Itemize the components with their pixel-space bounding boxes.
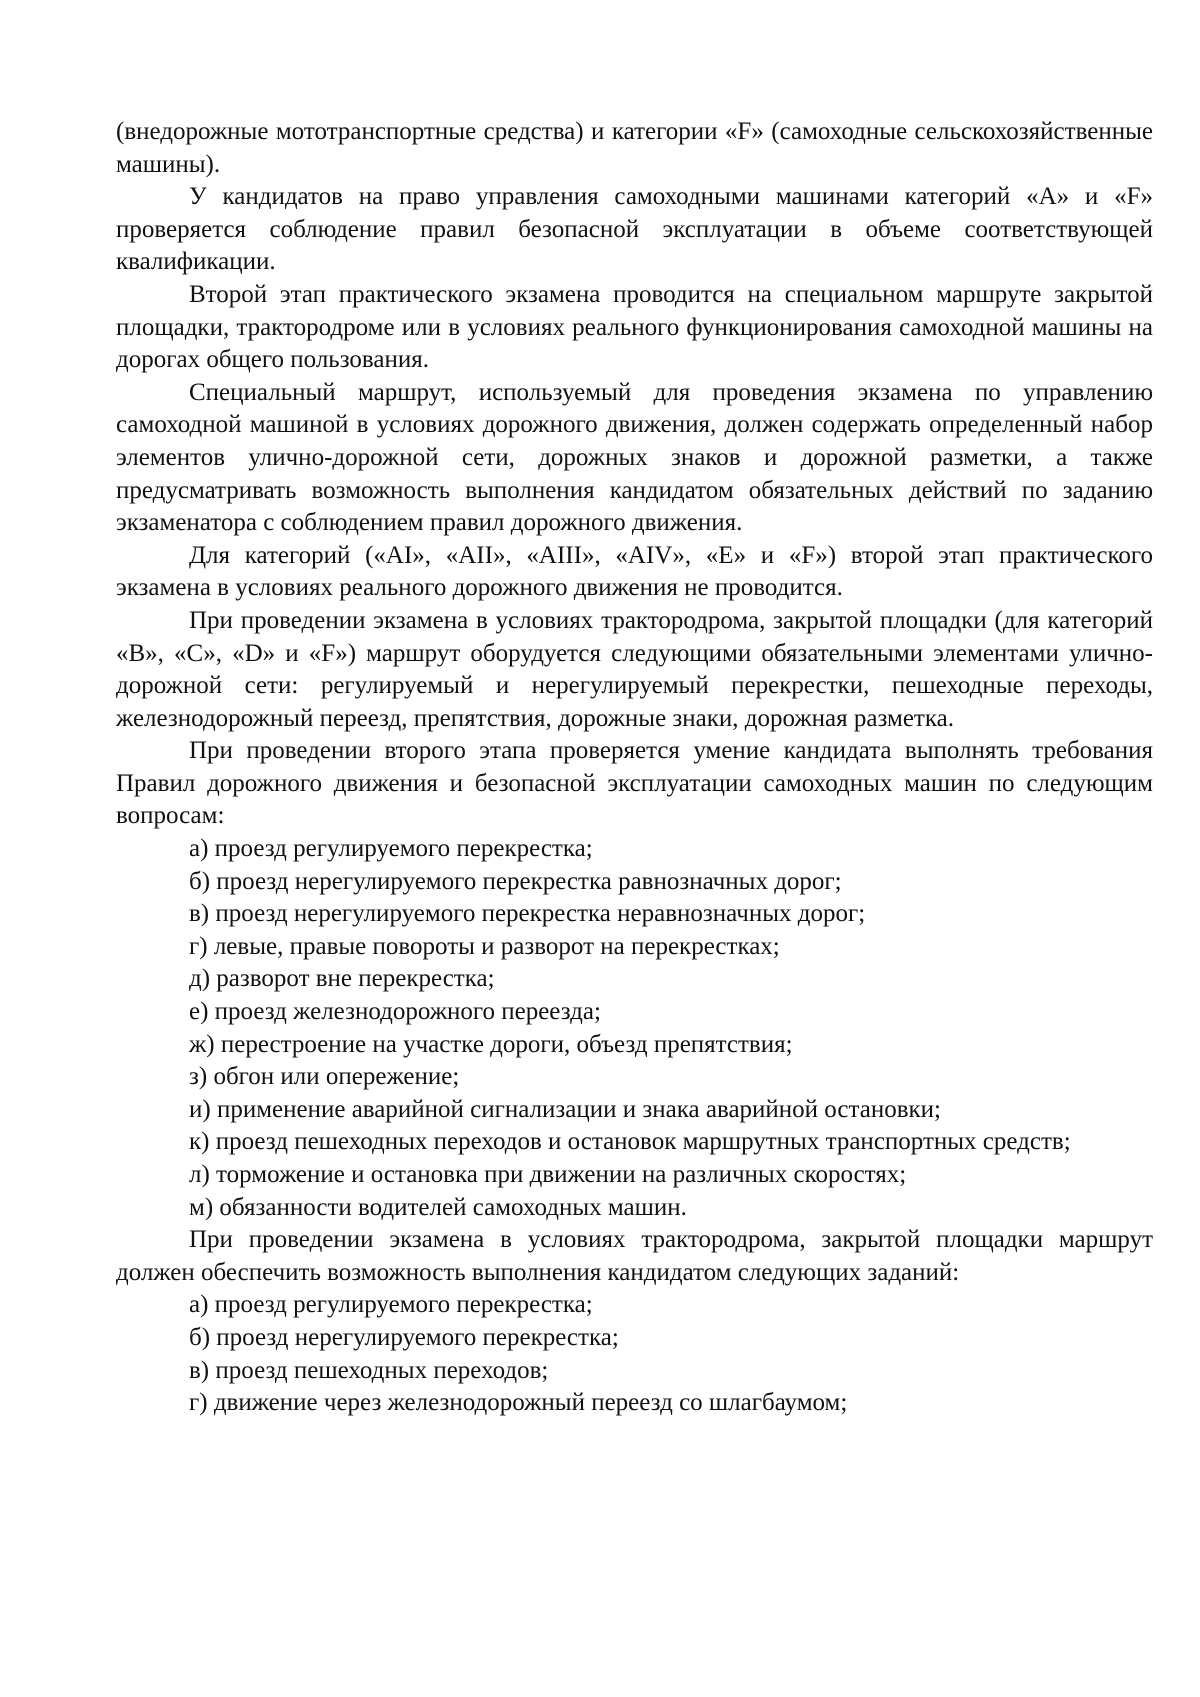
list-item: е) проезд железнодорожного переезда; [189,998,601,1026]
paragraph: У кандидатов на право управления самоходными машинами категорий «A» и «F» проверяется соблюдение правил безопасной эксплуатации в объеме соответствующей квалификации. [116,183,1153,276]
list-item: к) проезд пешеходных переходов и остановок маршрутных транспортных средств; [189,1128,1071,1156]
paragraph: При проведении экзамена в условиях трактородрома, закрытой площадки (для категорий «B», «C», «D» и «F») маршрут оборудуется следующими обязательными элементами улично-дорожной сети: регулируемый и нерегулируемый перекрестки, пешеходные переходы, железнодорожный переезд, препятствия, дорожные знаки, дорожная разметка. [116,606,1153,732]
task-list [116,1289,1153,1419]
list-item: а) проезд регулируемого перекрестка; [189,835,593,863]
document-page [116,116,1153,1420]
list-item: з) обгон или опережение; [189,1063,460,1091]
paragraph: Специальный маршрут, используемый для проведения экзамена по управлению самоходной машиной в условиях дорожного движения, должен содержать определенный набор элементов улично-дорожной сети, дорожных знаков и дорожной разметки, а также предусматривать возможность выполнения кандидатом обязательных действий по заданию экзаменатора с соблюдением правил дорожного движения. [116,378,1153,537]
list-item: м) обязанности водителей самоходных машин. [189,1193,687,1221]
list-item: и) применение аварийной сигнализации и знака аварийной остановки; [189,1095,942,1123]
list-item: д) разворот вне перекрестка; [189,965,495,993]
paragraph: Для категорий («AI», «AII», «AIII», «AIV», «E» и «F») второй этап практического экзамена в условиях реального дорожного движения не проводится. [116,541,1153,602]
question-list [116,833,1153,1224]
list-item: б) проезд нерегулируемого перекрестка равнозначных дорог; [189,867,842,895]
list-item: г) движение через железнодорожный переезд со шлагбаумом; [189,1389,848,1417]
list-item: л) торможение и остановка при движении на различных скоростях; [189,1161,907,1188]
paragraph: При проведении второго этапа проверяется умение кандидата выполнять требования Правил дорожного движения и безопасной эксплуатации самоходных машин по следующим вопросам: [116,737,1153,830]
list-item: г) левые, правые повороты и разворот на перекрестках; [189,932,780,960]
list-item: ж) перестроение на участке дороги, объезд препятствия; [189,1030,793,1058]
list-item: в) проезд пешеходных переходов; [189,1356,549,1384]
paragraph: (внедорожные мототранспортные средства) и категории «F» (самоходные сельскохозяйственные машины). [116,118,1153,178]
list-item: а) проезд регулируемого перекрестка; [189,1291,593,1319]
paragraph: При проведении экзамена в условиях трактородрома, закрытой площадки маршрут должен обеспечить возможность выполнения кандидатом следующих заданий: [116,1226,1153,1286]
list-item: б) проезд нерегулируемого перекрестка; [189,1323,619,1351]
list-item: в) проезд нерегулируемого перекрестка неравнозначных дорог; [189,900,866,928]
paragraph: Второй этап практического экзамена проводится на специальном маршруте закрытой площадки, трактородроме или в условиях реального функционирования самоходной машины на дорогах общего пользования. [116,280,1153,374]
